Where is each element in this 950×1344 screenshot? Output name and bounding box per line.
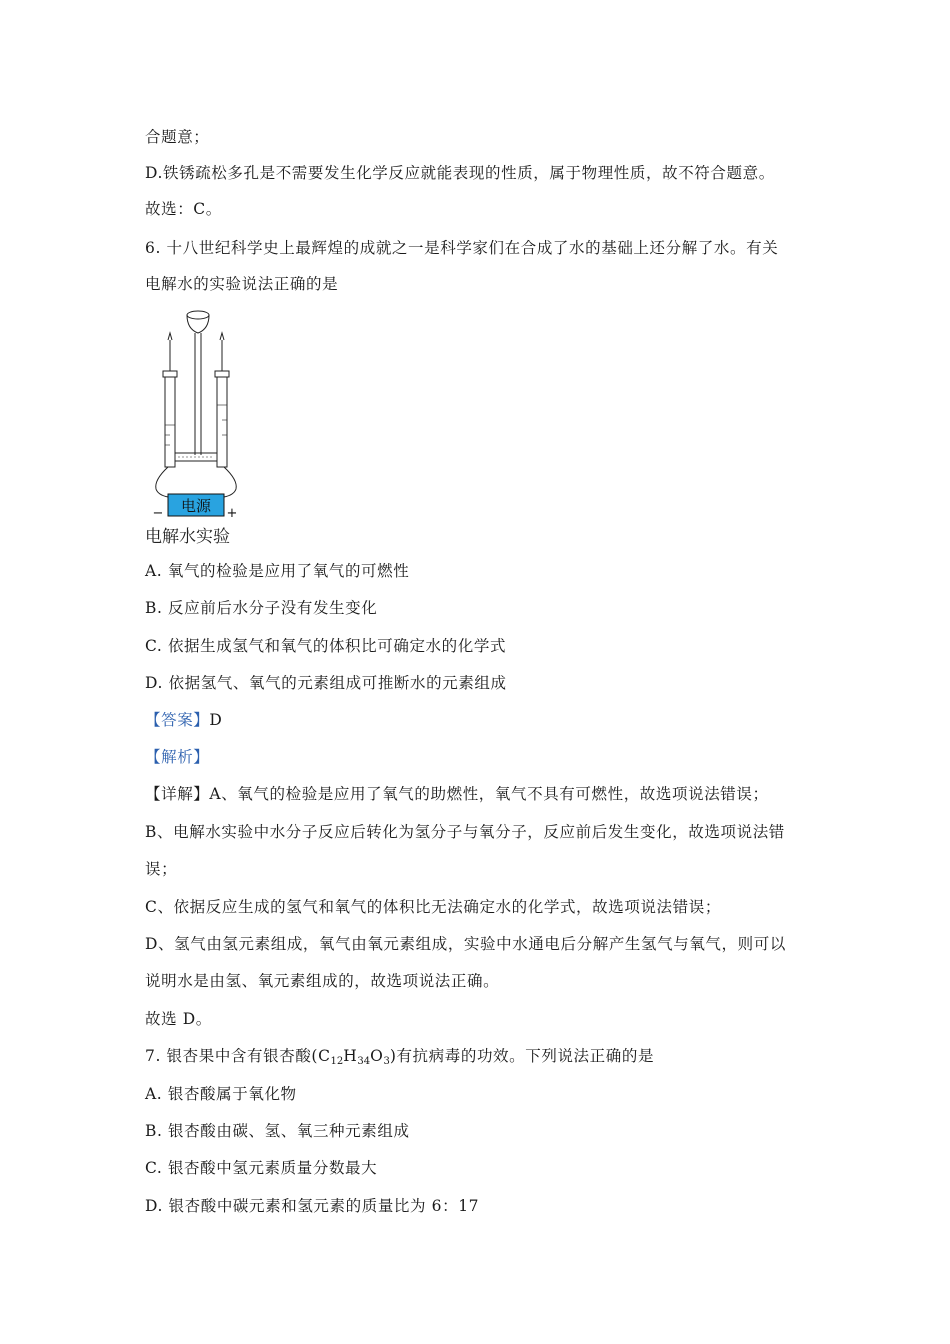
electrolysis-apparatus-figure [148,305,243,520]
text-line: 合题意； [145,128,210,146]
text-line: 误； [145,860,178,878]
detail-tag: 【详解】 [145,785,210,803]
text-line: 故选 D。 [145,1010,212,1028]
answer-value: D [209,711,223,729]
text-line: D.铁锈疏松多孔是不需要发生化学反应就能表现的性质，属于物理性质，故不符合题意。 [145,164,775,182]
q7-sub-12: 12 [330,1056,344,1067]
text-line: B、电解水实验中水分子反应后转化为氢分子与氧分子，反应前后发生变化，故选项说法错 [145,823,785,841]
answer-line [145,710,222,730]
analysis-heading [145,747,209,767]
option-d: D. 依据氢气、氧气的元素组成可推断水的元素组成 [145,674,507,692]
text-line: C、依据反应生成的氢气和氧气的体积比无法确定水的化学式，故选项说法错误； [145,898,721,916]
power-source-label: 电源 [180,497,212,515]
text-line: 故选：C。 [145,200,222,218]
minus-sign: − [152,506,164,520]
q7-option-d: D. 银杏酸中碳元素和氢元素的质量比为 6：17 [145,1197,480,1215]
q7-text-post: )有抗病毒的功效。下列说法正确的是 [389,1047,655,1065]
q7-text-pre: 7. 银杏果中含有银杏酸(C [145,1047,331,1065]
q7-sub-3: 3 [383,1056,390,1067]
q7-option-a: A. 银杏酸属于氧化物 [145,1085,297,1103]
q7-o: O [370,1047,384,1065]
q7-h: H [343,1047,358,1065]
question-6-stem-cont: 电解水的实验说法正确的是 [145,275,339,293]
option-c: C. 依据生成氢气和氧气的体积比可确定水的化学式 [145,637,507,655]
q7-sub-34: 34 [357,1056,371,1067]
question-7-stem [145,1046,654,1072]
option-a: A. 氧气的检验是应用了氧气的可燃性 [145,562,410,580]
q7-option-c: C. 银杏酸中氢元素质量分数最大 [145,1159,378,1177]
q7-option-b: B. 银杏酸由碳、氢、氧三种元素组成 [145,1122,410,1140]
analysis-tag: 【解析】 [145,748,210,766]
answer-tag: 【答案】 [145,711,210,729]
detail-line [145,784,769,804]
figure-caption: 电解水实验 [145,527,230,547]
detail-text: A、氧气的检验是应用了氧气的助燃性，氧气不具有可燃性，故选项说法错误； [209,785,769,803]
option-b: B. 反应前后水分子没有发生变化 [145,599,378,617]
plus-sign: + [226,506,238,520]
text-line: 说明水是由氢、氧元素组成的，故选项说法正确。 [145,972,500,990]
question-6-stem: 6. 十八世纪科学史上最辉煌的成就之一是科学家们在合成了水的基础上还分解了水。有关 [145,239,779,257]
text-line: D、氢气由氢元素组成，氧气由氧元素组成，实验中水通电后分解产生氢气与氧气，则可以 [145,935,786,953]
